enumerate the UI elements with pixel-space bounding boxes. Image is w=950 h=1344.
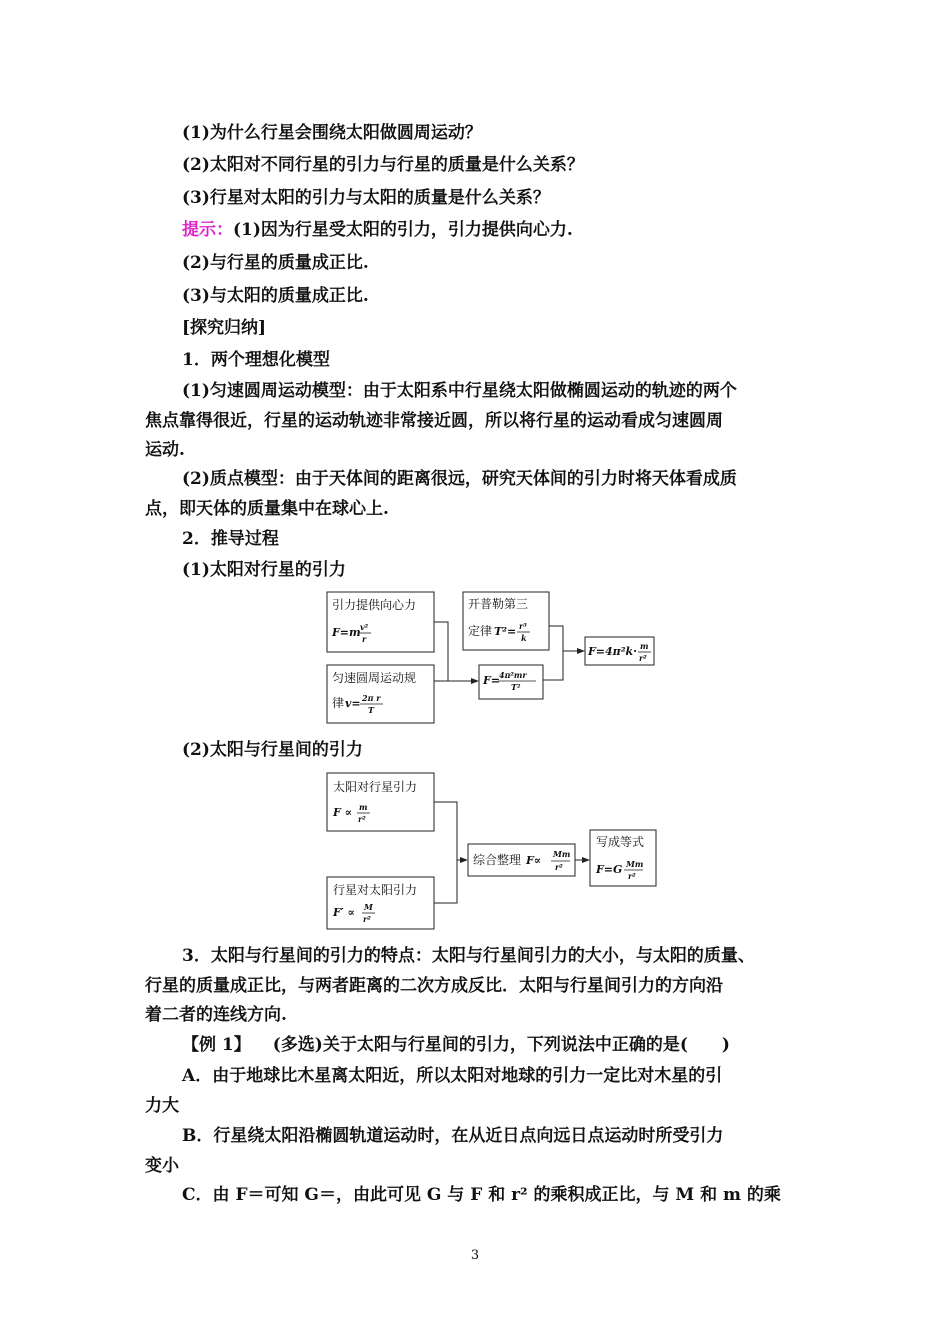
section-2-sub-2: (2)太阳与行星间的引力 bbox=[182, 740, 363, 760]
box3-formula: v= bbox=[345, 697, 361, 710]
example-tag: 【例 1】 bbox=[182, 1035, 251, 1055]
box1-num: v² bbox=[360, 622, 369, 632]
arrow-3 bbox=[460, 857, 468, 863]
d2-box2-num: M bbox=[364, 902, 373, 912]
box3-label: 匀速圆周运动规 bbox=[332, 671, 417, 685]
hint-answer-2: (2)与行星的质量成正比. bbox=[182, 253, 369, 273]
section-1-p2-line1: (2)质点模型：由于天体间的距离很远，研究天体间的引力时将天体看成质 bbox=[182, 469, 737, 489]
box4-prefix: F= bbox=[483, 674, 501, 687]
arrow-4 bbox=[582, 857, 590, 863]
d2-box3-label: 综合整理 bbox=[473, 853, 522, 867]
box3-num: 2π r bbox=[362, 693, 381, 703]
d2-box3-prefix: F∝ bbox=[526, 854, 542, 867]
section-1-p1-line1: (1)匀速圆周运动模型：由于太阳系中行星绕太阳做椭圆运动的轨迹的两个 bbox=[182, 381, 737, 401]
d2-box1-label: 太阳对行星引力 bbox=[333, 780, 418, 794]
hint-label: 提示： bbox=[182, 220, 233, 240]
d2-box1-num: m bbox=[359, 802, 368, 812]
option-b-line2: 变小 bbox=[145, 1156, 179, 1176]
d2-box3-num: Mm bbox=[553, 849, 571, 859]
d2-box1-den: r² bbox=[358, 814, 366, 824]
section-1-p1-line3: 运动. bbox=[145, 440, 185, 460]
example-stem-line bbox=[182, 1034, 730, 1056]
question-2: (2)太阳对不同行星的引力与行星的质量是什么关系？ bbox=[182, 155, 584, 175]
page-number: 3 bbox=[470, 1248, 480, 1263]
option-a-line2: 力大 bbox=[145, 1096, 179, 1116]
section-1-title: 1．两个理想化模型 bbox=[182, 350, 330, 370]
box2-formula: T²= bbox=[494, 625, 517, 638]
question-3: (3)行星对太阳的引力与太阳的质量是什么关系？ bbox=[182, 188, 550, 208]
section-1-p1-line2: 焦点靠得很近，行星的运动轨迹非常接近圆，所以将行星的运动看成匀速圆周 bbox=[145, 411, 723, 431]
option-a-line1: A．由于地球比木星离太阳近，所以太阳对地球的引力一定比对木星的引 bbox=[182, 1066, 723, 1086]
option-b-line1: B．行星绕太阳沿椭圆轨道运动时，在从近日点向远日点运动时所受引力 bbox=[182, 1126, 724, 1146]
example-stem: (多选)关于太阳与行星间的引力，下列说法中正确的是( ) bbox=[272, 1035, 730, 1055]
d2-box2-prefix: F′ ∝ bbox=[333, 906, 355, 919]
d2-box4-den: r² bbox=[628, 871, 636, 881]
box4-den: T² bbox=[511, 682, 521, 692]
box1-prefix: F=m bbox=[332, 626, 361, 639]
d2-box4-label: 写成等式 bbox=[596, 835, 645, 849]
section-3-line3: 着二者的连线方向. bbox=[145, 1005, 287, 1025]
section-3-line1: 3．太阳与行星间的引力的特点：太阳与行星间引力的大小，与太阳的质量、 bbox=[182, 946, 755, 966]
question-1: (1)为什么行星会围绕太阳做圆周运动？ bbox=[182, 123, 482, 143]
box1-label: 引力提供向心力 bbox=[332, 598, 417, 612]
d2-box4-prefix: F=G bbox=[596, 863, 623, 876]
box2-num: r³ bbox=[519, 621, 527, 631]
hint-answer-3: (3)与太阳的质量成正比. bbox=[182, 286, 369, 306]
section-2-title: 2．推导过程 bbox=[182, 529, 279, 549]
box2-label: 开普勒第三 bbox=[468, 597, 529, 611]
d2-box2-den: r² bbox=[363, 914, 371, 924]
box4-num: 4π²mr bbox=[499, 670, 527, 680]
box2-label2: 定律 bbox=[468, 624, 493, 638]
d2-box1-prefix: F ∝ bbox=[333, 806, 353, 819]
hint-answer-1: (1)因为行星受太阳的引力，引力提供向心力. bbox=[233, 220, 573, 240]
d2-box4-num: Mm bbox=[626, 859, 644, 869]
section-1-p2-line2: 点，即天体的质量集中在球心上. bbox=[145, 499, 389, 519]
box5-den: r² bbox=[639, 653, 647, 663]
d2-box3-den: r² bbox=[555, 862, 563, 872]
box5-num: m bbox=[640, 641, 649, 651]
section-3-line2: 行星的质量成正比，与两者距离的二次方成反比．太阳与行星间引力的方向沿 bbox=[145, 976, 723, 996]
box1-den: r bbox=[362, 634, 367, 644]
summary-heading: [探究归纳] bbox=[182, 318, 267, 338]
box2-den: k bbox=[521, 633, 527, 643]
option-c-line1: C．由 F＝可知 G＝，由此可见 G 与 F 和 r² 的乘积成正比，与 M 和 m 的乘 bbox=[182, 1185, 781, 1205]
section-2-sub-1: (1)太阳对行星的引力 bbox=[182, 560, 346, 580]
box3-label2: 律 bbox=[332, 696, 345, 710]
box3-den: T bbox=[368, 705, 374, 715]
d2-box2-label: 行星对太阳引力 bbox=[333, 883, 418, 897]
box5-prefix: F=4π²k· bbox=[588, 645, 638, 658]
